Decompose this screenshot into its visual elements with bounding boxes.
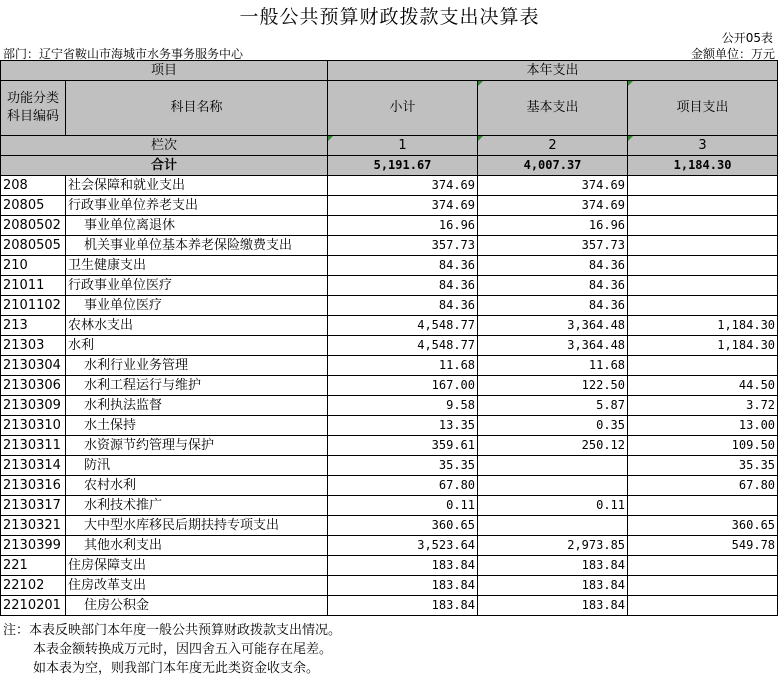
row-basic: 3,364.48	[478, 336, 628, 356]
row-project	[628, 296, 778, 316]
row-project: 35.35	[628, 456, 778, 476]
total-subtotal: 5,191.67	[328, 156, 478, 176]
row-code: 21011	[1, 276, 66, 296]
row-basic: 122.50	[478, 376, 628, 396]
row-subtotal: 3,523.64	[328, 536, 478, 556]
row-project: 360.65	[628, 516, 778, 536]
row-project	[628, 556, 778, 576]
row-code: 2080502	[1, 216, 66, 236]
table-row	[1, 296, 778, 316]
row-subtotal: 13.35	[328, 416, 478, 436]
row-code: 221	[1, 556, 66, 576]
note-3: 如本表为空，则我部门本年度无此类资金收支余。	[33, 661, 320, 676]
row-code: 213	[1, 316, 66, 336]
row-subtotal: 359.61	[328, 436, 478, 456]
row-name: 行政事业单位养老支出	[66, 196, 328, 216]
row-code: 2130311	[1, 436, 66, 456]
header-row-2	[1, 81, 778, 136]
row-name: 水利执法监督	[66, 396, 328, 416]
table-row	[1, 396, 778, 416]
table-row	[1, 576, 778, 596]
total-project: 1,184.30	[628, 156, 778, 176]
row-name: 水利工程运行与维护	[66, 376, 328, 396]
row-name: 水土保持	[66, 416, 328, 436]
notes	[3, 621, 341, 678]
row-subtotal: 374.69	[328, 196, 478, 216]
row-code: 2130310	[1, 416, 66, 436]
table-row	[1, 476, 778, 496]
row-project	[628, 356, 778, 376]
row-name: 住房保障支出	[66, 556, 328, 576]
row-code: 2130314	[1, 456, 66, 476]
row-project	[628, 236, 778, 256]
row-code: 2080505	[1, 236, 66, 256]
table-row	[1, 416, 778, 436]
table-row	[1, 196, 778, 216]
note-1: 注：本表反映部门本年度一般公共预算财政拨款支出情况。	[3, 623, 342, 638]
row-name: 水利	[66, 336, 328, 356]
row-basic: 374.69	[478, 176, 628, 196]
total-label: 合计	[1, 156, 328, 176]
row-subtotal: 84.36	[328, 276, 478, 296]
header-basic: 基本支出	[478, 81, 628, 136]
row-subtotal: 84.36	[328, 296, 478, 316]
header-current-year: 本年支出	[328, 61, 778, 81]
row-project	[628, 496, 778, 516]
table-row	[1, 236, 778, 256]
row-basic: 5.87	[478, 396, 628, 416]
row-code: 2130399	[1, 536, 66, 556]
unit-label: 金额单位：万元	[690, 47, 775, 61]
row-basic: 183.84	[478, 596, 628, 616]
expenditure-table	[0, 60, 778, 616]
row-project	[628, 576, 778, 596]
row-basic: 357.73	[478, 236, 628, 256]
row-basic: 84.36	[478, 256, 628, 276]
header-row-1	[1, 61, 778, 81]
row-name: 行政事业单位医疗	[66, 276, 328, 296]
row-basic: 84.36	[478, 296, 628, 316]
row-project	[628, 196, 778, 216]
row-code: 2130309	[1, 396, 66, 416]
row-code: 2101102	[1, 296, 66, 316]
row-basic: 183.84	[478, 576, 628, 596]
table-row	[1, 536, 778, 556]
row-project: 44.50	[628, 376, 778, 396]
row-subtotal: 4,548.77	[328, 336, 478, 356]
table-row	[1, 216, 778, 236]
note-2: 本表金额转换成万元时，因四舍五入可能存在尾差。	[33, 642, 333, 657]
row-code: 20805	[1, 196, 66, 216]
row-basic: 250.12	[478, 436, 628, 456]
row-subtotal: 183.84	[328, 556, 478, 576]
row-subtotal: 16.96	[328, 216, 478, 236]
row-code: 22102	[1, 576, 66, 596]
row-subtotal: 183.84	[328, 576, 478, 596]
row-subtotal: 9.58	[328, 396, 478, 416]
row-name: 防汛	[66, 456, 328, 476]
row-subtotal: 84.36	[328, 256, 478, 276]
header-item: 项目	[1, 61, 328, 81]
header-subtotal: 小计	[328, 81, 478, 136]
table-row	[1, 596, 778, 616]
row-subtotal: 0.11	[328, 496, 478, 516]
row-basic: 11.68	[478, 356, 628, 376]
table-row	[1, 256, 778, 276]
header-col-1: 1	[328, 136, 478, 156]
table-row	[1, 336, 778, 356]
row-name: 事业单位医疗	[66, 296, 328, 316]
table-row	[1, 376, 778, 396]
row-project: 109.50	[628, 436, 778, 456]
row-subtotal: 35.35	[328, 456, 478, 476]
total-basic: 4,007.37	[478, 156, 628, 176]
header-subject-name: 科目名称	[66, 81, 328, 136]
row-project: 67.80	[628, 476, 778, 496]
row-name: 卫生健康支出	[66, 256, 328, 276]
table-row	[1, 496, 778, 516]
row-name: 水利技术推广	[66, 496, 328, 516]
row-name: 水资源节约管理与保护	[66, 436, 328, 456]
row-subtotal: 374.69	[328, 176, 478, 196]
row-subtotal: 357.73	[328, 236, 478, 256]
row-project: 13.00	[628, 416, 778, 436]
row-basic	[478, 456, 628, 476]
row-project	[628, 256, 778, 276]
row-subtotal: 183.84	[328, 596, 478, 616]
row-code: 2130321	[1, 516, 66, 536]
row-name: 水利行业业务管理	[66, 356, 328, 376]
row-basic: 0.11	[478, 496, 628, 516]
total-row	[1, 156, 778, 176]
table-row	[1, 456, 778, 476]
table-row	[1, 316, 778, 336]
table-row	[1, 516, 778, 536]
row-code: 2130304	[1, 356, 66, 376]
row-subtotal: 11.68	[328, 356, 478, 376]
row-code: 2130306	[1, 376, 66, 396]
row-project: 3.72	[628, 396, 778, 416]
row-code: 210	[1, 256, 66, 276]
row-name: 事业单位离退休	[66, 216, 328, 236]
row-basic: 3,364.48	[478, 316, 628, 336]
row-project: 549.78	[628, 536, 778, 556]
row-name: 社会保障和就业支出	[66, 176, 328, 196]
header-col-3: 3	[628, 136, 778, 156]
page-title: 一般公共预算财政拨款支出决算表	[239, 6, 540, 28]
table-row	[1, 356, 778, 376]
form-code: 公开05表	[721, 31, 773, 45]
row-subtotal: 167.00	[328, 376, 478, 396]
table-row	[1, 176, 778, 196]
row-project	[628, 216, 778, 236]
header-col-2: 2	[478, 136, 628, 156]
row-basic: 16.96	[478, 216, 628, 236]
header-row-3	[1, 136, 778, 156]
row-project	[628, 276, 778, 296]
row-code: 21303	[1, 336, 66, 356]
row-code: 2130317	[1, 496, 66, 516]
row-basic: 2,973.85	[478, 536, 628, 556]
header-func-code: 功能分类科目编码	[1, 81, 66, 136]
row-basic: 183.84	[478, 556, 628, 576]
row-name: 农林水支出	[66, 316, 328, 336]
row-code: 2210201	[1, 596, 66, 616]
row-name: 农村水利	[66, 476, 328, 496]
row-name: 住房公积金	[66, 596, 328, 616]
row-basic	[478, 476, 628, 496]
row-project	[628, 176, 778, 196]
header-project: 项目支出	[628, 81, 778, 136]
row-name: 机关事业单位基本养老保险缴费支出	[66, 236, 328, 256]
row-name: 大中型水库移民后期扶持专项支出	[66, 516, 328, 536]
row-basic	[478, 516, 628, 536]
table-row	[1, 276, 778, 296]
row-subtotal: 4,548.77	[328, 316, 478, 336]
row-basic: 374.69	[478, 196, 628, 216]
department-label: 部门：辽宁省鞍山市海城市水务事务服务中心	[3, 47, 244, 61]
table-row	[1, 436, 778, 456]
row-subtotal: 67.80	[328, 476, 478, 496]
header-column-index: 栏次	[1, 136, 328, 156]
row-basic: 0.35	[478, 416, 628, 436]
row-code: 2130316	[1, 476, 66, 496]
row-name: 其他水利支出	[66, 536, 328, 556]
table-row	[1, 556, 778, 576]
row-project	[628, 596, 778, 616]
row-basic: 84.36	[478, 276, 628, 296]
row-code: 208	[1, 176, 66, 196]
row-project: 1,184.30	[628, 316, 778, 336]
row-subtotal: 360.65	[328, 516, 478, 536]
row-project: 1,184.30	[628, 336, 778, 356]
row-name: 住房改革支出	[66, 576, 328, 596]
